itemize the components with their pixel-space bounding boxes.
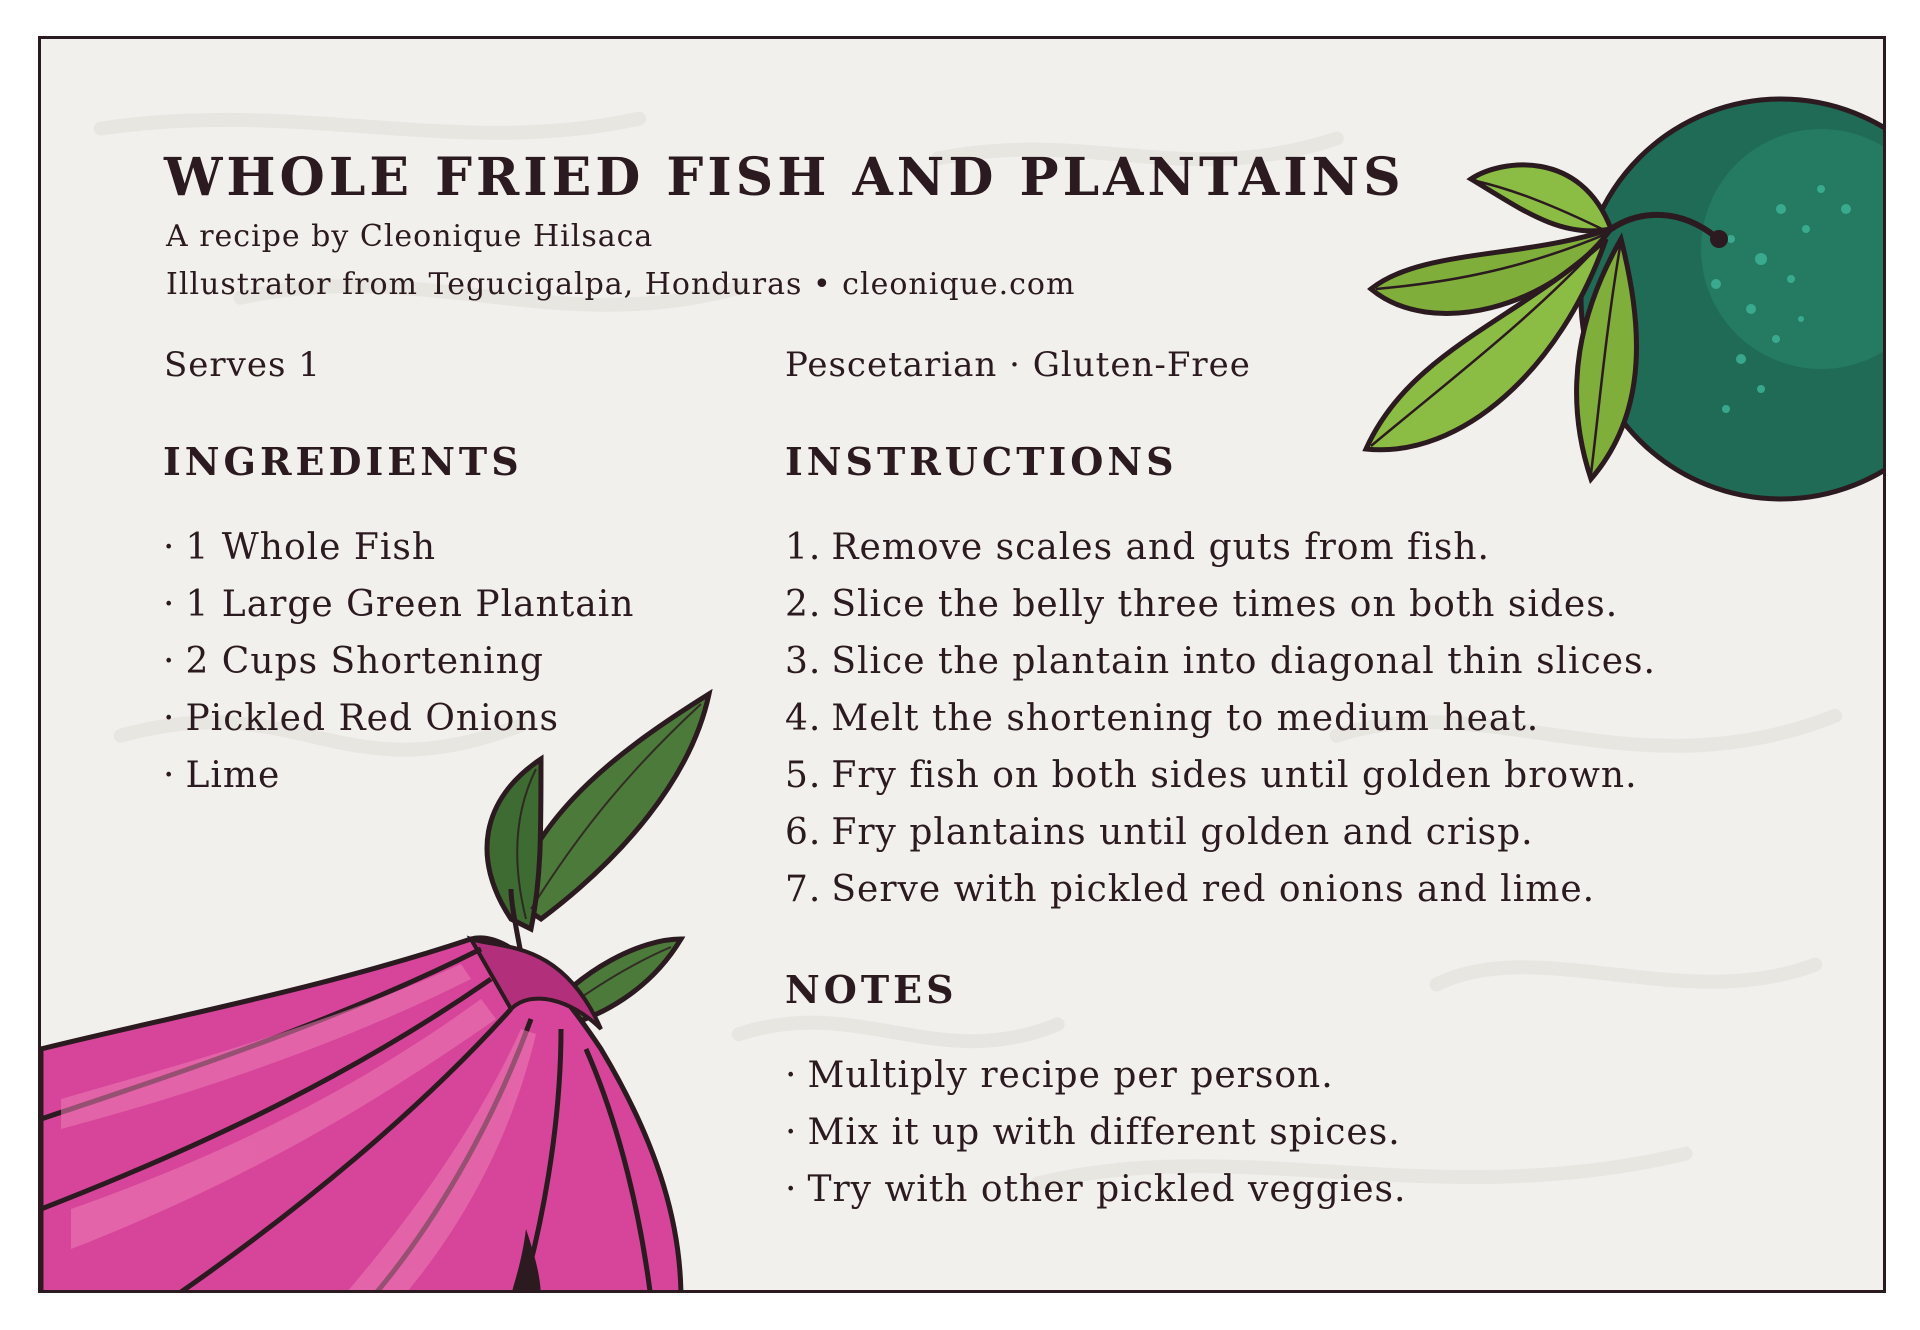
instructions-heading: INSTRUCTIONS xyxy=(785,439,1178,484)
note-text: Try with other pickled veggies. xyxy=(807,1169,1407,1210)
instruction-step xyxy=(785,519,1656,576)
bullet: · xyxy=(163,527,176,568)
note-text: Mix it up with different spices. xyxy=(807,1112,1401,1153)
instruction-step xyxy=(785,804,1656,861)
recipe-card xyxy=(38,36,1886,1293)
ingredients-heading: INGREDIENTS xyxy=(163,439,523,484)
step-number: 1. xyxy=(785,527,822,568)
bullet: · xyxy=(785,1055,798,1096)
bullet: · xyxy=(163,584,176,625)
step-text: Slice the plantain into diagonal thin slices. xyxy=(831,641,1656,682)
step-number: 4. xyxy=(785,698,822,739)
author-origin: Illustrator from Tegucigalpa, Honduras • cleonique.com xyxy=(166,267,1076,302)
ingredient-text: Lime xyxy=(185,755,281,796)
list-item xyxy=(785,1047,1406,1104)
recipe-title: WHOLE FRIED FISH AND PLANTAINS xyxy=(164,147,1405,208)
step-number: 2. xyxy=(785,584,822,625)
step-text: Fry fish on both sides until golden brown. xyxy=(831,755,1638,796)
bullet: · xyxy=(785,1169,798,1210)
step-text: Slice the belly three times on both sides. xyxy=(831,584,1619,625)
step-number: 5. xyxy=(785,755,822,796)
list-item xyxy=(163,576,634,633)
list-item xyxy=(163,633,634,690)
instruction-step xyxy=(785,576,1656,633)
instruction-step xyxy=(785,690,1656,747)
step-number: 7. xyxy=(785,869,822,910)
ingredient-text: 1 Large Green Plantain xyxy=(185,584,635,625)
bullet: · xyxy=(163,698,176,739)
list-item xyxy=(163,690,634,747)
notes-list xyxy=(785,1047,1406,1218)
diet-tags: Pescetarian · Gluten-Free xyxy=(785,345,1251,385)
instructions-list xyxy=(785,519,1656,918)
step-text: Melt the shortening to medium heat. xyxy=(831,698,1540,739)
step-number: 6. xyxy=(785,812,822,853)
step-text: Serve with pickled red onions and lime. xyxy=(831,869,1596,910)
list-item xyxy=(785,1161,1406,1218)
step-number: 3. xyxy=(785,641,822,682)
note-text: Multiply recipe per person. xyxy=(807,1055,1334,1096)
step-text: Fry plantains until golden and crisp. xyxy=(831,812,1534,853)
serves-label: Serves 1 xyxy=(164,345,321,385)
recipe-byline: A recipe by Cleonique Hilsaca xyxy=(166,219,654,254)
list-item xyxy=(163,747,634,804)
instruction-step xyxy=(785,633,1656,690)
ingredient-text: Pickled Red Onions xyxy=(185,698,559,739)
ingredient-text: 2 Cups Shortening xyxy=(185,641,544,682)
step-text: Remove scales and guts from fish. xyxy=(831,527,1490,568)
ingredient-text: 1 Whole Fish xyxy=(185,527,437,568)
instruction-step xyxy=(785,747,1656,804)
instruction-step xyxy=(785,861,1656,918)
bullet: · xyxy=(785,1112,798,1153)
list-item xyxy=(163,519,634,576)
ingredients-list xyxy=(163,519,634,804)
bullet: · xyxy=(163,641,176,682)
bullet: · xyxy=(163,755,176,796)
list-item xyxy=(785,1104,1406,1161)
notes-heading: NOTES xyxy=(785,967,958,1012)
